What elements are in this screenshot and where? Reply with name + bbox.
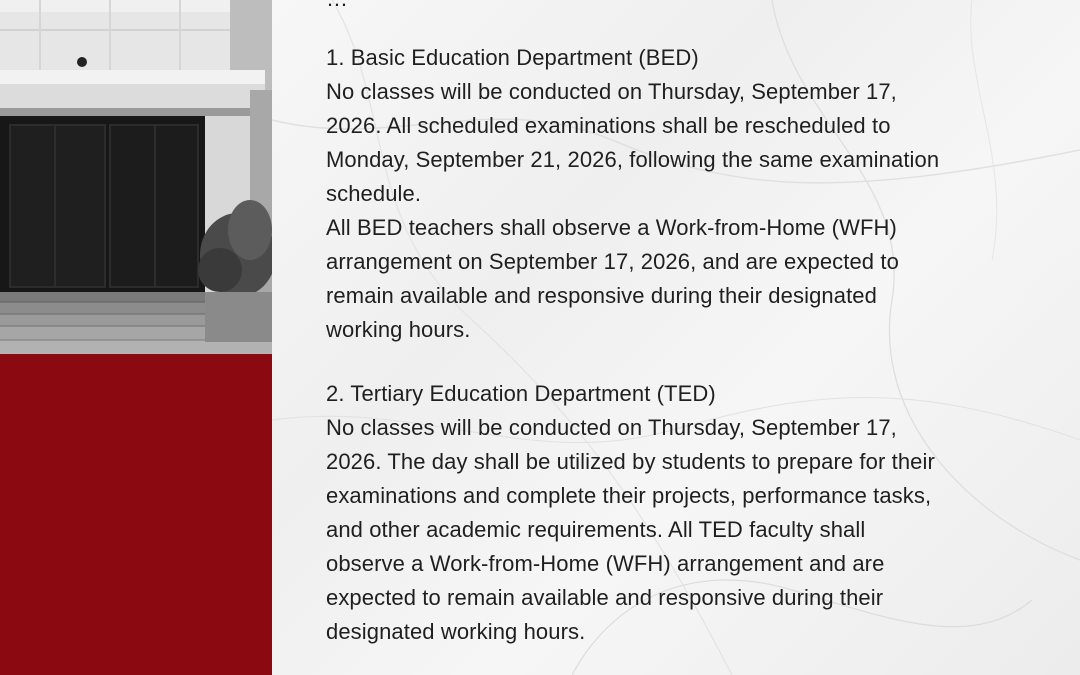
red-panel <box>0 354 272 675</box>
dept-heading: 2. Tertiary Education Department (TED) <box>326 381 716 406</box>
paragraph-line: arrangement on September 17, 2026, and are expected to <box>326 249 899 274</box>
dept-ted <box>326 377 935 649</box>
top-partial-line <box>326 0 348 16</box>
paragraph-line: working hours. <box>326 317 471 342</box>
paragraph-line: expected to remain available and responsive during their <box>326 585 884 610</box>
paragraph-line: examinations and complete their projects, performance tasks, <box>326 483 932 508</box>
dept-bed <box>326 41 939 347</box>
paragraph-line: No classes will be conducted on Thursday, September 17, <box>326 79 897 104</box>
paragraph-line: 2026. All scheduled examinations shall be rescheduled to <box>326 113 891 138</box>
paragraph-line: schedule. <box>326 181 422 206</box>
building-photo <box>0 0 272 354</box>
left-column <box>0 0 272 675</box>
paragraph-line: Monday, September 21, 2026, following the same examination <box>326 147 940 172</box>
dept-heading: 1. Basic Education Department (BED) <box>326 45 699 70</box>
paragraph-line: observe a Work-from-Home (WFH) arrangement and are <box>326 551 885 576</box>
paragraph-line: All BED teachers shall observe a Work-from-Home (WFH) <box>326 215 897 240</box>
paragraph-line: No classes will be conducted on Thursday, September 17, <box>326 415 897 440</box>
paragraph-line: 2026. The day shall be utilized by students to prepare for their <box>326 449 935 474</box>
paragraph-line: remain available and responsive during their designated <box>326 283 877 308</box>
paragraph-line: designated working hours. <box>326 619 586 644</box>
paragraph-line: and other academic requirements. All TED faculty shall <box>326 517 866 542</box>
building-entrance-image <box>0 0 272 354</box>
